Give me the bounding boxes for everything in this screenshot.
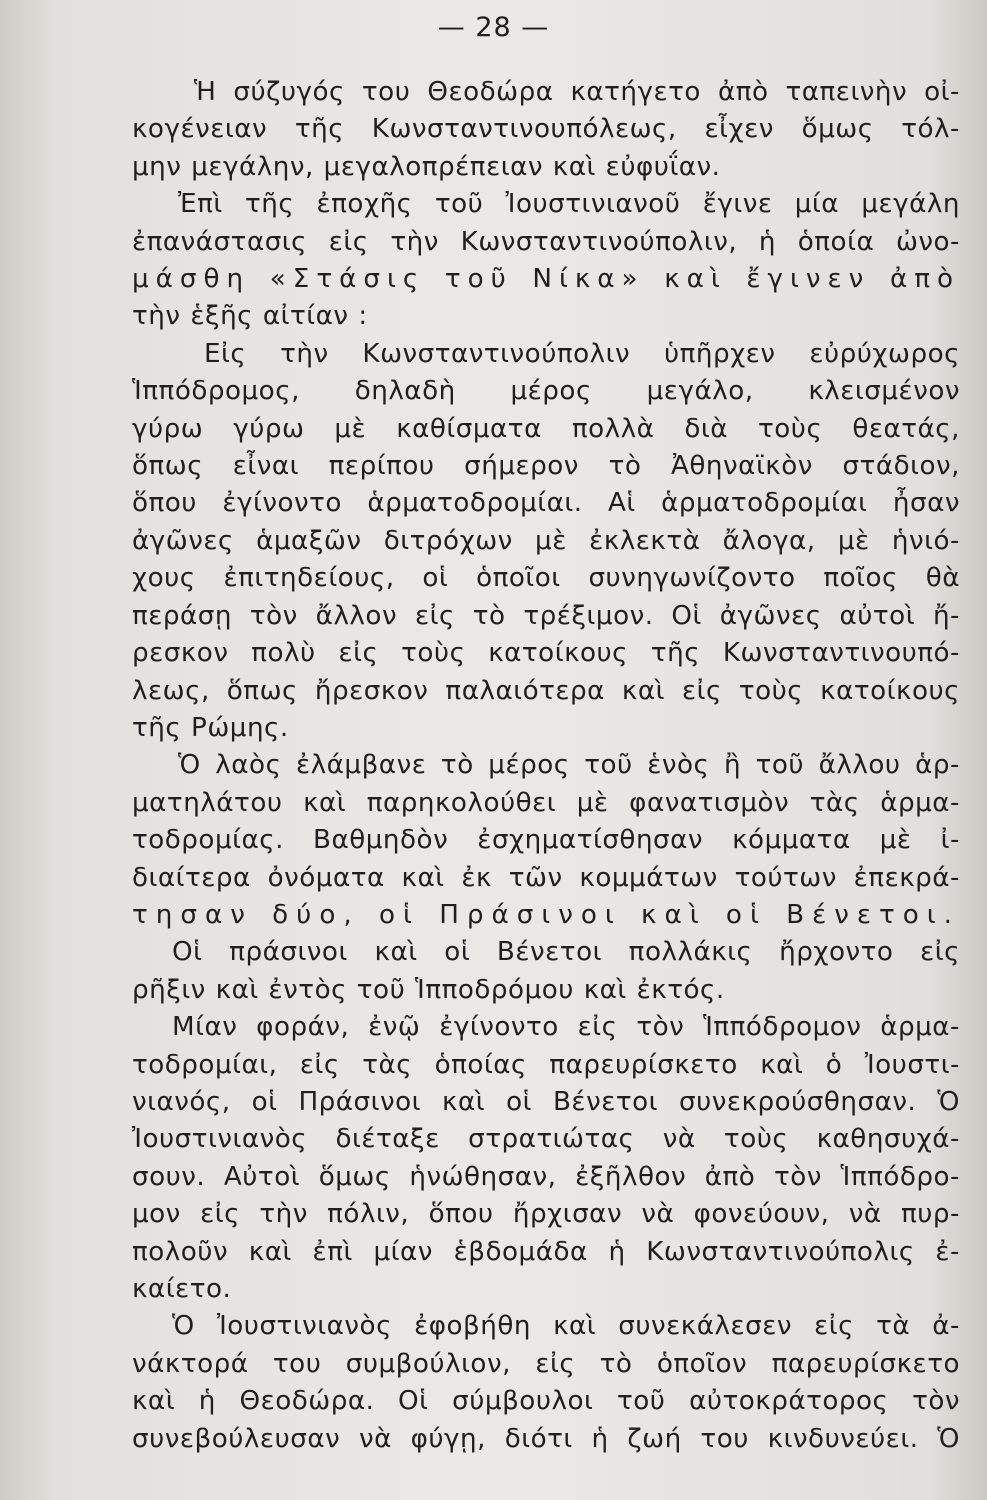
text-line: Εἰς τὴν Κωνσταντινούπολιν ὑπῆρχεν εὐρύχωρος	[204, 338, 960, 369]
text-line: τῆς Ρώμης.	[132, 712, 289, 743]
text-line: Ἱππόδρομος, δηλαδὴ μέρος μεγάλο, κλεισμένον	[132, 376, 960, 407]
text-line: ὅπως εἶναι περίπου σήμερον τὸ Ἀθηναϊκὸν στάδιον,	[132, 451, 960, 482]
text-line: νάκτορά του συμβούλιον, εἰς τὸ ὁποῖον παρευρίσκετο	[132, 1348, 960, 1379]
text-line: γύρω γύρω μὲ καθίσματα πολλὰ διὰ τοὺς θεατάς,	[132, 413, 960, 444]
text-line: κογένειαν τῆς Κωνσταντινουπόλεως, εἶχεν ὅμως τόλ-	[132, 114, 960, 145]
text-line: Ἰουστινιανὸς διέταξε στρατιώτας νὰ τοὺς καθησυχά-	[132, 1124, 960, 1155]
text-line: τησαν δύο, οἱ Πράσινοι καὶ οἱ Βένετοι.	[132, 899, 960, 930]
text-line: ἐπανάστασις εἰς τὴν Κωνσταντινούπολιν, ἡ ὁποία ὠνο-	[132, 226, 960, 257]
text-line: Μίαν φοράν, ἐνῷ ἐγίνοντο εἰς τὸν Ἱππόδρομον ἁρμα-	[172, 1012, 960, 1043]
text-line: τοδρομίας. Βαθμηδὸν ἐσχηματίσθησαν κόμματα μὲ ἰ-	[132, 825, 960, 856]
text-line: Ὁ Ἰουστινιανὸς ἐφοβήθη καὶ συνεκάλεσεν εἰς τὰ ἀ-	[172, 1311, 960, 1342]
text-line: μην μεγάλην, μεγαλοπρέπειαν καὶ εὐφυΐαν.	[132, 151, 721, 182]
text-line: Ἐπὶ τῆς ἐποχῆς τοῦ Ἰουστινιανοῦ ἔγινε μία μεγάλη	[178, 189, 960, 220]
text-line: ὅπου ἐγίνοντο ἁρματοδρομίαι. Αἱ ἁρματοδρομίαι ἦσαν	[132, 488, 960, 519]
text-line: ἀγῶνες ἁμαξῶν διτρόχων μὲ ἐκλεκτὰ ἄλογα, μὲ ἡνιό-	[132, 525, 960, 556]
text-line: πολοῦν καὶ ἐπὶ μίαν ἑβδομάδα ἡ Κωνσταντινούπολις ἐ-	[132, 1236, 960, 1267]
text-line: Ἡ σύζυγός του Θεοδώρα κατήγετο ἀπὸ ταπεινὴν οἰ-	[194, 77, 960, 107]
text-line: Οἱ πράσινοι καὶ οἱ Βένετοι πολλάκις ἤρχοντο εἰς	[172, 937, 960, 968]
text-line: ρῆξιν καὶ ἐντὸς τοῦ Ἱπποδρόμου καὶ ἐκτός.	[132, 974, 725, 1005]
text-line: καὶ ἡ Θεοδώρα. Οἱ σύμβουλοι τοῦ αὐτοκράτορος τὸν	[132, 1386, 960, 1417]
text-line: χους ἐπιτηδείους, οἱ ὁποῖοι συνηγωνίζοντο ποῖος θὰ	[132, 563, 960, 594]
text-line: συνεβούλευσαν νὰ φύγῃ, διότι ἡ ζωή του κινδυνεύει. Ὁ	[132, 1423, 960, 1454]
text-line: μον εἰς τὴν πόλιν, ὅπου ἤρχισαν νὰ φονεύουν, νὰ πυρ-	[132, 1199, 960, 1230]
text-line: διαίτερα ὀνόματα καὶ ἐκ τῶν κομμάτων τούτων ἐπεκρά-	[132, 862, 960, 893]
text-line: μάσθη «Στάσις τοῦ Νίκα» καὶ ἔγινεν ἀπὸ	[132, 264, 960, 295]
text-line: τοδρομίαι, εἰς τὰς ὁποίας παρευρίσκετο καὶ ὁ Ἰουστι-	[132, 1049, 960, 1080]
text-line: ρεσκον πολὺ εἰς τοὺς κατοίκους τῆς Κωνσταντινουπό-	[132, 638, 960, 669]
text-line: καίετο.	[132, 1274, 232, 1304]
text-line: λεως, ὅπως ἤρεσκον παλαιότερα καὶ εἰς τοὺς κατοίκους	[132, 675, 960, 706]
text-line: νιανός, οἱ Πράσινοι καὶ οἱ Βένετοι συνεκρούσθησαν. Ὁ	[132, 1086, 960, 1117]
text-line: Ὁ λαὸς ἐλάμβανε τὸ μέρος τοῦ ἑνὸς ἢ τοῦ ἄλλου ἁρ-	[178, 750, 960, 781]
text-line: τὴν ἑξῆς αἰτίαν :	[132, 301, 368, 332]
text-line: σουν. Αὐτοὶ ὅμως ἡνώθησαν, ἐξῆλθον ἀπὸ τὸν Ἱππόδρο-	[132, 1161, 960, 1192]
body-text	[132, 74, 960, 1458]
text-line: ματηλάτου καὶ παρηκολούθει μὲ φανατισμὸν τὰς ἁρμα-	[132, 787, 960, 818]
page-number: — 28 —	[437, 12, 550, 43]
text-line: περάσῃ τὸν ἄλλον εἰς τὸ τρέξιμον. Οἱ ἀγῶνες αὐτοὶ ἤ-	[132, 600, 960, 631]
